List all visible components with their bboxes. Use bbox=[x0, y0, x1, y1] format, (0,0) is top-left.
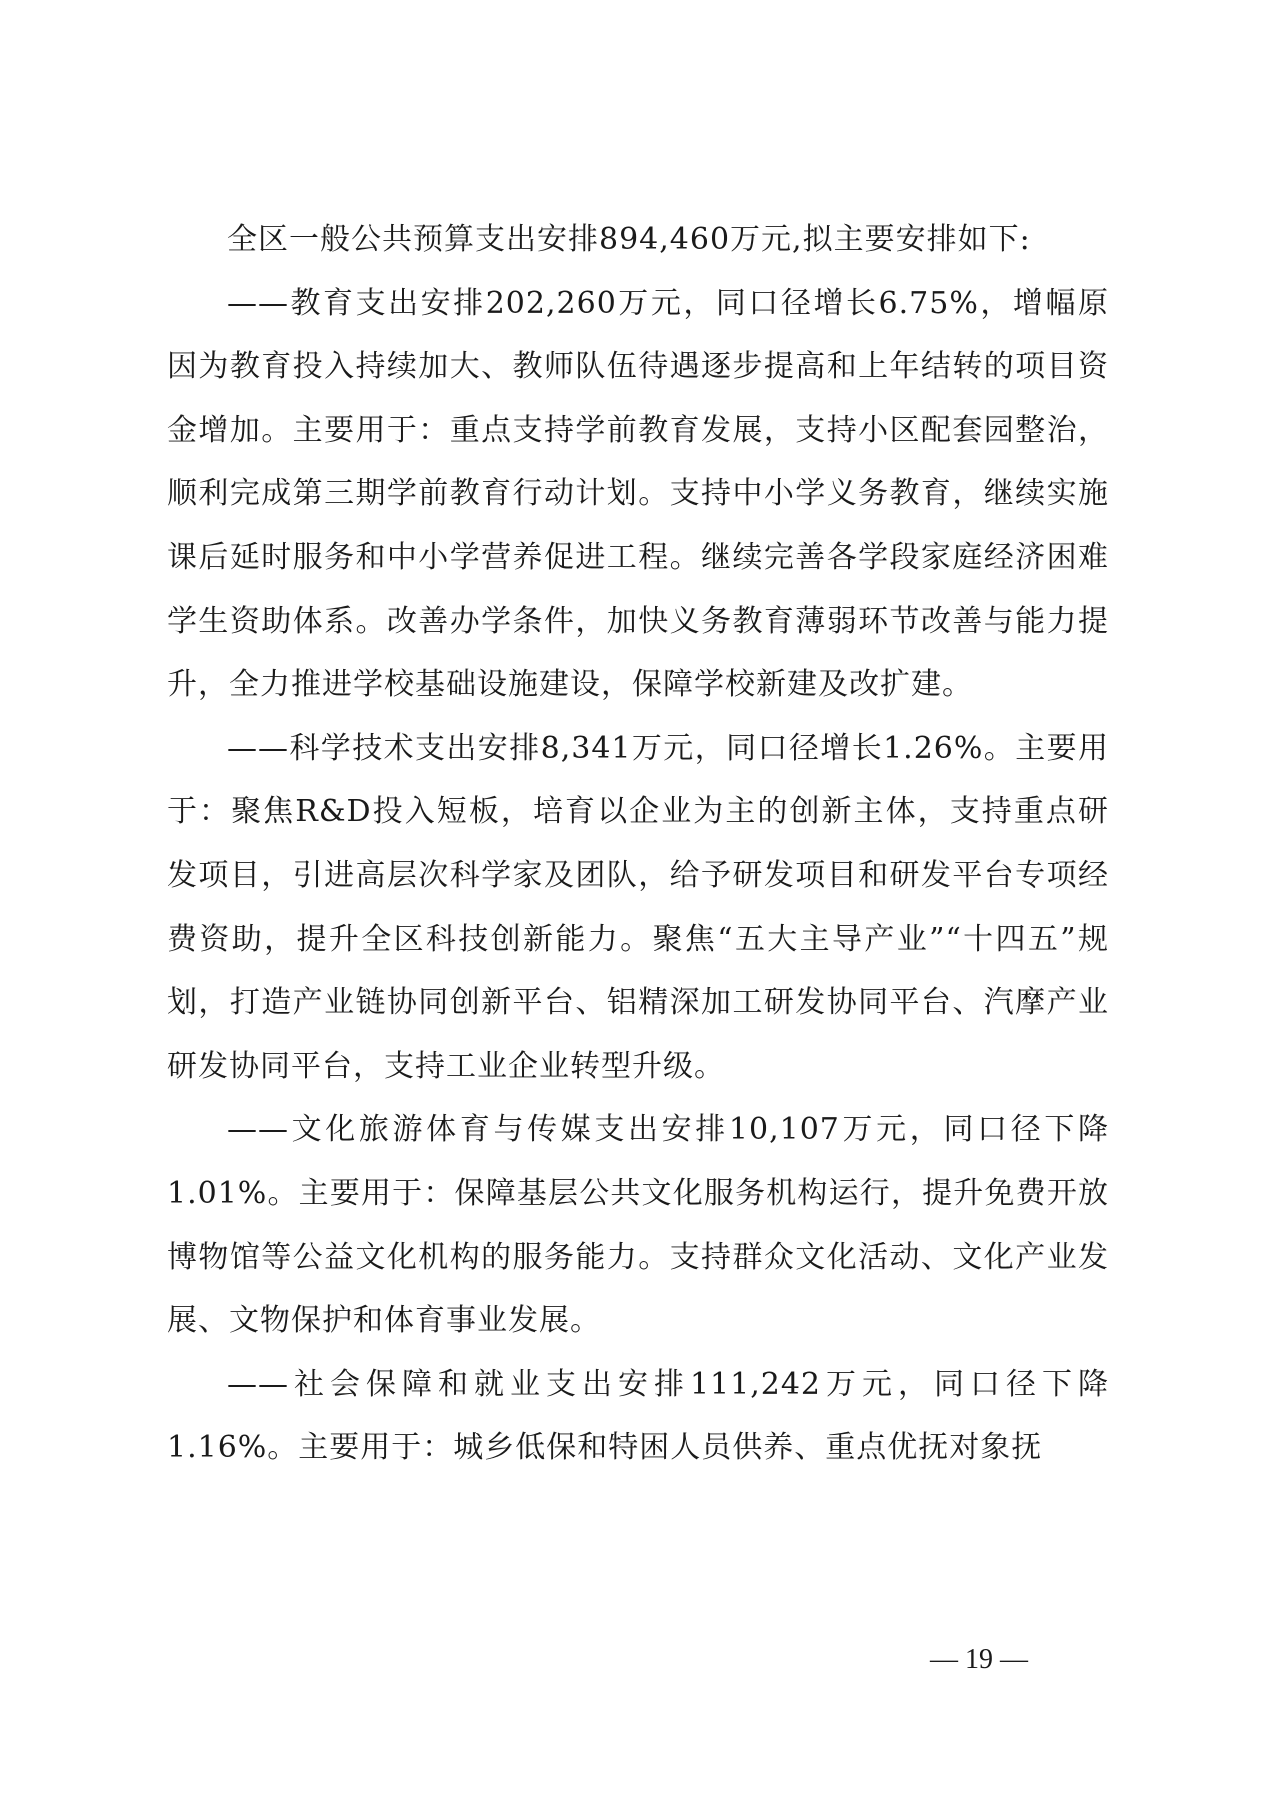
paragraph-social-security: ——社会保障和就业支出安排111,242万元，同口径下降1.16%。主要用于：城乡低保和特困人员供养、重点优抚对象抚 bbox=[167, 1366, 1109, 1466]
paragraph-culture-tourism-sports: ——文化旅游体育与传媒支出安排10,107万元，同口径下降1.01%。主要用于：保障基层公共文化服务机构运行，提升免费开放博物馆等公益文化机构的服务能力。支持群众文化活动、文化产业发展、文物保护和体育事业发展。 bbox=[167, 1112, 1109, 1339]
page-number: — 19 — bbox=[930, 1644, 1028, 1675]
paragraph-expenditure-summary: 全区一般公共预算支出安排894,460万元,拟主要安排如下: bbox=[227, 222, 1031, 257]
paragraph-education: ——教育支出安排202,260万元，同口径增长6.75%，增幅原因为教育投入持续加大、教师队伍待遇逐步提高和上年结转的项目资金增加。主要用于：重点支持学前教育发展，支持小区配套园整治，顺利完成第三期学前教育行动计划。支持中小学义务教育，继续实施课后延时服务和中小学营养促进工程。继续完善各学段家庭经济困难学生资助体系。改善办学条件，加快义务教育薄弱环节改善与能力提升，全力推进学校基础设施建设，保障学校新建及改扩建。 bbox=[167, 285, 1109, 703]
paragraph-science-technology: ——科学技术支出安排8,341万元，同口径增长1.26%。主要用于：聚焦R&D投入短板，培育以企业为主的创新主体，支持重点研发项目，引进高层次科学家及团队，给予研发项目和研发平台专项经费资助，提升全区科技创新能力。聚焦“五大主导产业”“十四五”规划，打造产业链协同创新平台、铝精深加工研发协同平台、汽摩产业研发协同平台，支持工业企业转型升级。 bbox=[167, 730, 1109, 1084]
body-text bbox=[167, 208, 1109, 1480]
